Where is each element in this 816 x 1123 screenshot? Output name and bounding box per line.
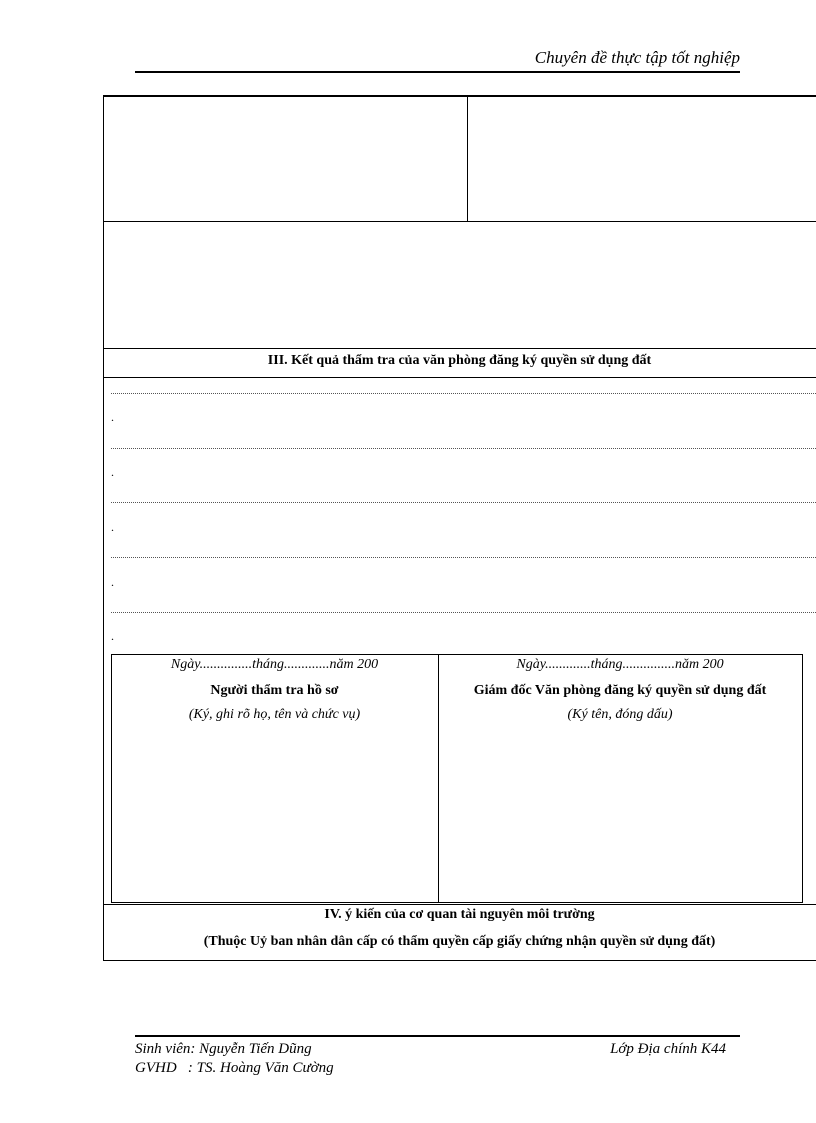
writing-line-5[interactable] bbox=[111, 612, 816, 613]
row-divider-4 bbox=[103, 904, 816, 905]
writing-line-2[interactable] bbox=[111, 448, 816, 449]
form-bottom-border bbox=[103, 960, 816, 961]
section-4-title: IV. ý kiến của cơ quan tài nguyên môi trường bbox=[324, 907, 595, 922]
row-divider-2 bbox=[103, 348, 816, 349]
line-marker: . bbox=[111, 629, 114, 643]
line-marker: . bbox=[111, 575, 114, 589]
line-marker: . bbox=[111, 520, 114, 534]
footer-rule bbox=[135, 1035, 740, 1037]
signature-date: Ngày.............tháng...............năm 200 bbox=[516, 657, 724, 672]
footer-student: Sinh viên: Nguyễn Tiến Dũng bbox=[135, 1041, 312, 1057]
writing-line-1[interactable] bbox=[111, 393, 816, 394]
footer-advisor: GVHD : TS. Hoàng Văn Cường bbox=[135, 1060, 334, 1076]
section-3-title: III. Kết quả thẩm tra của văn phòng đăng ký quyền sử dụng đất bbox=[267, 353, 652, 368]
line-marker: . bbox=[111, 410, 114, 424]
form-left-border bbox=[103, 95, 104, 961]
signature-table-top bbox=[111, 654, 803, 655]
row-divider-1 bbox=[103, 221, 816, 222]
writing-line-3[interactable] bbox=[111, 502, 816, 503]
signature-note: (Ký tên, đóng dấu) bbox=[567, 707, 673, 722]
header-rule bbox=[135, 71, 740, 73]
row-divider-3 bbox=[103, 377, 816, 378]
signature-note: (Ký, ghi rõ họ, tên và chức vụ) bbox=[188, 707, 361, 722]
signature-role: Giám đốc Văn phòng đăng ký quyền sử dụng đất bbox=[473, 683, 767, 698]
signature-cell-examiner bbox=[111, 657, 438, 723]
signature-table-bottom bbox=[111, 902, 803, 903]
signature-role: Người thẩm tra hồ sơ bbox=[210, 683, 339, 698]
line-marker: . bbox=[111, 465, 114, 479]
signature-date: Ngày...............tháng.............năm 200 bbox=[170, 657, 379, 672]
form-top-border bbox=[103, 95, 816, 97]
writing-line-4[interactable] bbox=[111, 557, 816, 558]
section-4-subtitle: (Thuộc Uỷ ban nhân dân cấp có thẩm quyền cấp giấy chứng nhận quyền sử dụng đất) bbox=[203, 934, 716, 949]
footer-class: Lớp Địa chính K44 bbox=[610, 1041, 726, 1057]
top-cell-divider bbox=[467, 95, 468, 222]
signature-cell-director bbox=[438, 657, 802, 723]
document-header-title: Chuyên đề thực tập tốt nghiệp bbox=[534, 48, 740, 67]
signature-table-right bbox=[802, 654, 803, 903]
